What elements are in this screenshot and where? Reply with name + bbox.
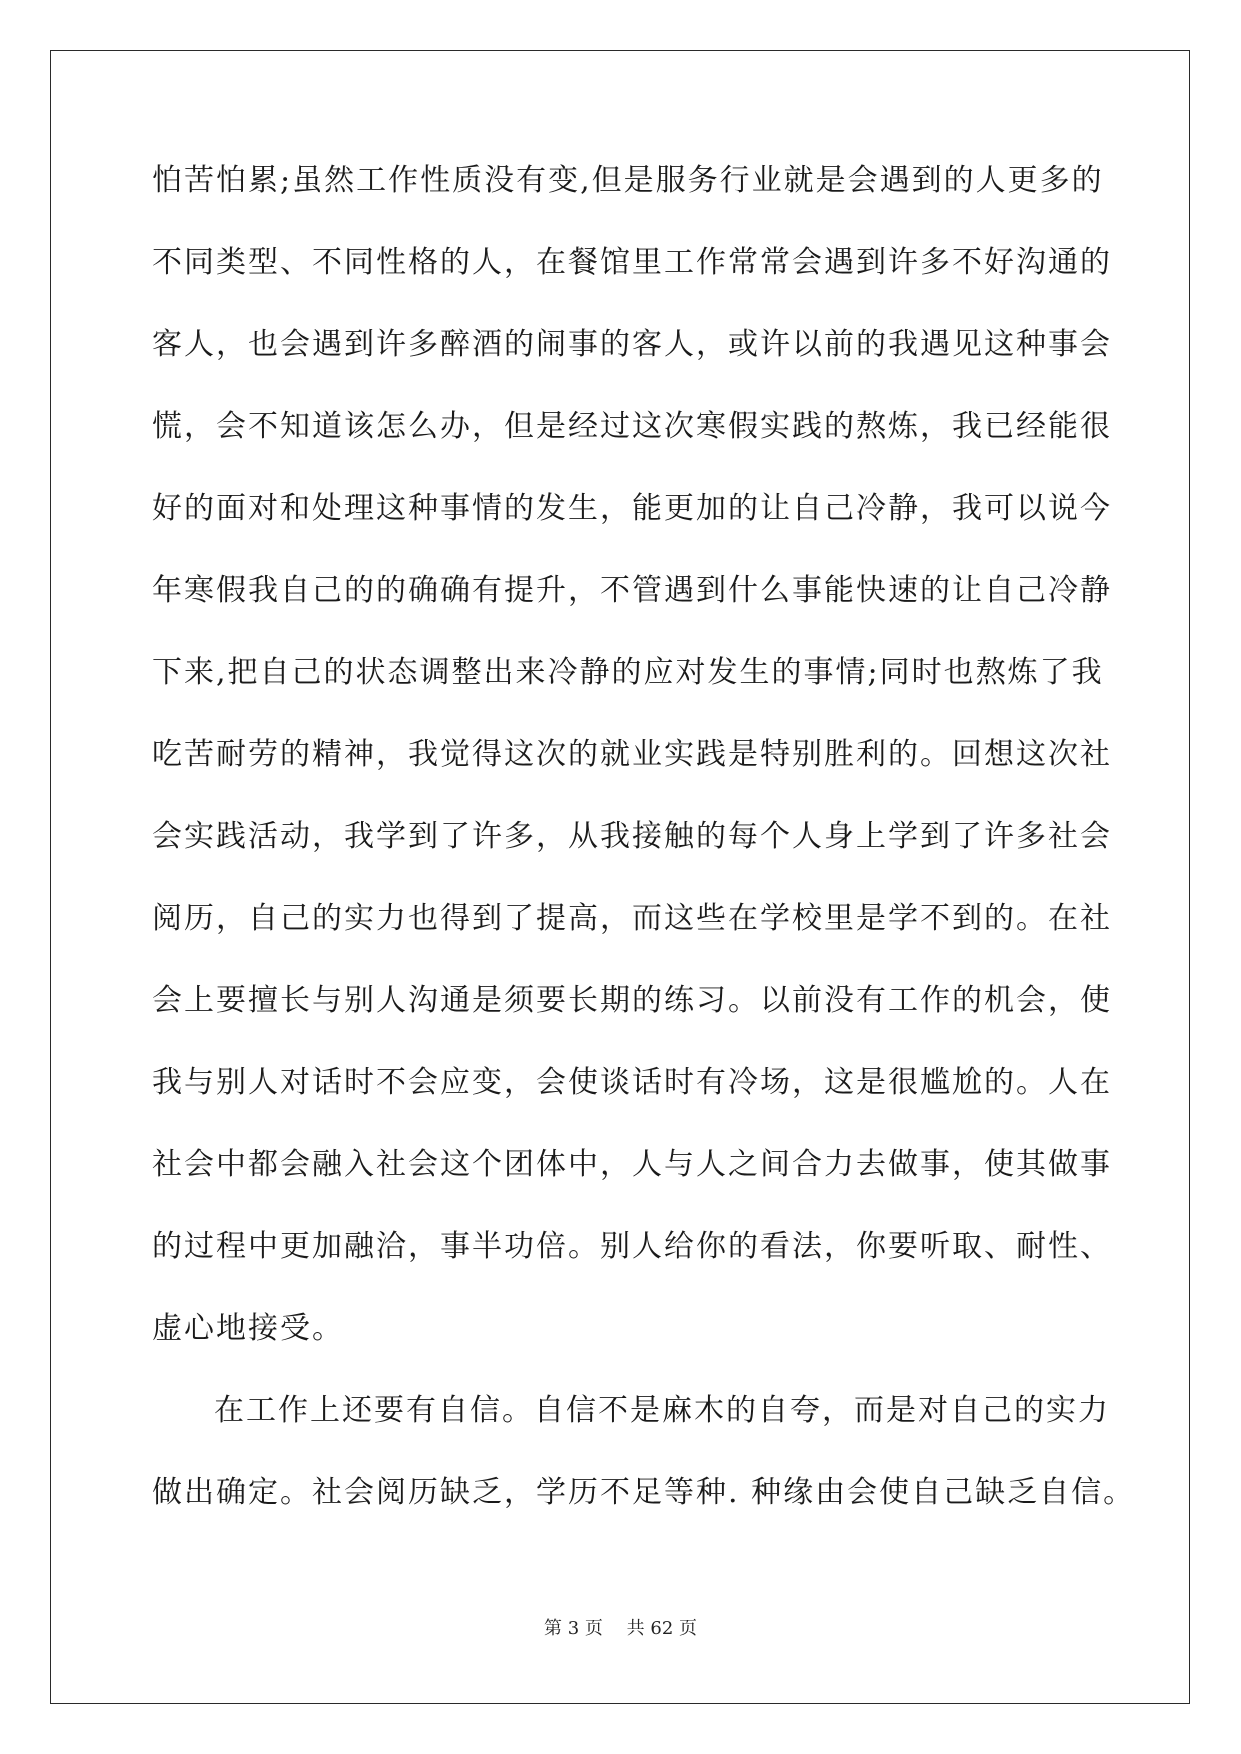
page-number: 第 3 页	[544, 1618, 603, 1639]
total-pages: 共 62 页	[626, 1618, 697, 1639]
text-line: 的过程中更加融洽，事半功倍。别人给你的看法，你要听取、耐性、	[152, 1229, 1112, 1264]
text-line: 虚心地接受。	[152, 1311, 344, 1346]
page-footer	[0, 1614, 1241, 1640]
text-line: 我与别人对话时不会应变，会使谈话时有冷场，这是很尴尬的。人在	[152, 1065, 1112, 1100]
text-line: 下来,把自己的状态调整出来冷静的应对发生的事情;同时也熬炼了我	[152, 655, 1104, 690]
text-line: 怕苦怕累;虽然工作性质没有变,但是服务行业就是会遇到的人更多的	[152, 163, 1104, 198]
text-line: 吃苦耐劳的精神，我觉得这次的就业实践是特别胜利的。回想这次社	[152, 737, 1112, 772]
text-line: 好的面对和处理这种事情的发生，能更加的让自己冷静，我可以说今	[152, 491, 1112, 526]
text-line: 不同类型、不同性格的人，在餐馆里工作常常会遇到许多不好沟通的	[152, 245, 1112, 280]
text-line: 做出确定。社会阅历缺乏，学历不足等种. 种缘由会使自己缺乏自信。	[152, 1475, 1136, 1510]
text-line: 阅历，自己的实力也得到了提高，而这些在学校里是学不到的。在社	[152, 901, 1112, 936]
paragraph-start-line: 在工作上还要有自信。自信不是麻木的自夸，而是对自己的实力	[214, 1393, 1110, 1428]
text-line: 慌，会不知道该怎么办，但是经过这次寒假实践的熬炼，我已经能很	[152, 409, 1112, 444]
document-body	[152, 158, 1136, 1552]
text-line: 年寒假我自己的的确确有提升，不管遇到什么事能快速的让自己冷静	[152, 573, 1112, 608]
text-line: 社会中都会融入社会这个团体中，人与人之间合力去做事，使其做事	[152, 1147, 1112, 1182]
text-line: 会实践活动，我学到了许多，从我接触的每个人身上学到了许多社会	[152, 819, 1112, 854]
text-line: 客人，也会遇到许多醉酒的闹事的客人，或许以前的我遇见这种事会	[152, 327, 1112, 362]
text-line: 会上要擅长与别人沟通是须要长期的练习。以前没有工作的机会，使	[152, 983, 1112, 1018]
